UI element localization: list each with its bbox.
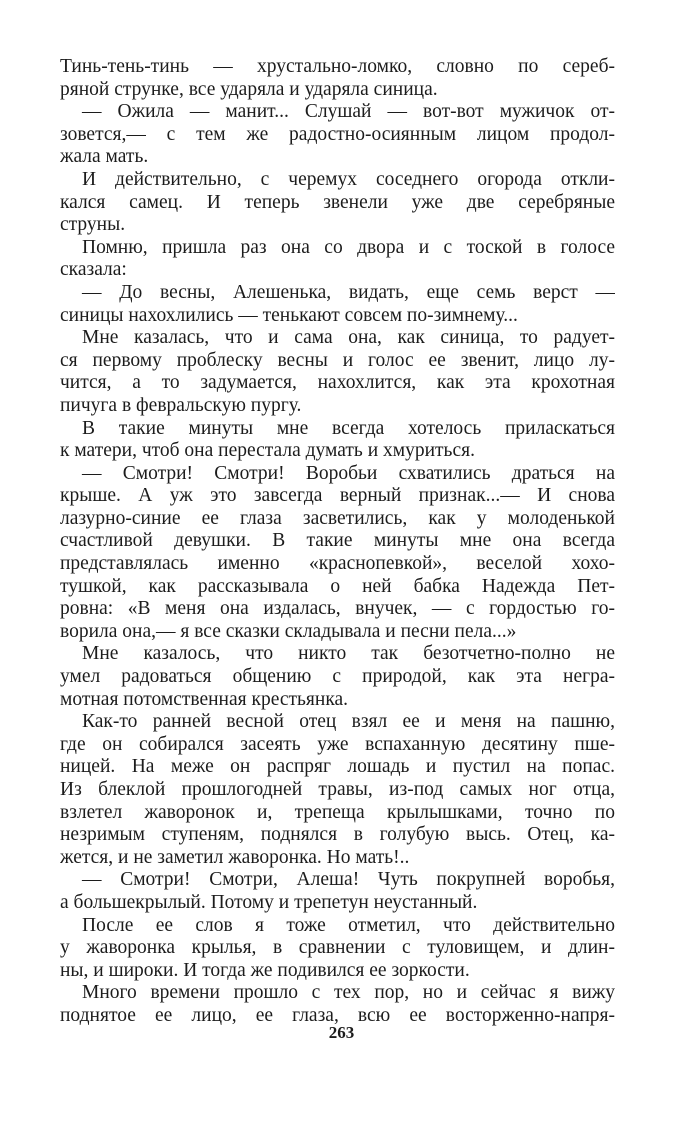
text-line: Как-то ранней весной отец взял ее и меня на пашню, — [82, 711, 615, 733]
text-line: В такие минуты мне всегда хотелось приласкаться — [82, 417, 615, 439]
text-line: — Смотри! Смотри, Алеша! Чуть покрупней воробья, — [82, 869, 615, 891]
text-line: счастливой девушки. В такие минуты мне она всегда — [60, 530, 615, 552]
text-line: — До весны, Алешенька, видать, еще семь верст — — [82, 281, 615, 303]
text-line: кался самец. И теперь звенели уже две серебряные — [60, 191, 615, 213]
text-line: у жаворонка крылья, в сравнении с туловищем, и длин- — [60, 937, 615, 959]
text-line: Из блеклой прошлогодней травы, из-под самых ног отца, — [60, 779, 615, 800]
text-line: а большекрылый. Потому и трепетун неустанный. — [60, 891, 478, 913]
text-line: синицы нахохлились — тенькают совсем по-зимнему... — [60, 304, 518, 326]
text-line: — Ожила — манит... Слушай — вот-вот мужичок от- — [82, 101, 615, 123]
text-line: Тинь-тень-тинь — хрустально-ломко, словно по сереб- — [60, 56, 615, 77]
text-line: Мне казалось, что никто так безотчетно-полно не — [82, 643, 615, 665]
text-line: зовется,— с тем же радостно-осиянным лицом продол- — [60, 123, 615, 145]
page-text-block — [60, 56, 615, 1028]
text-line: И действительно, с черемух соседнего огорода откли- — [82, 168, 615, 190]
text-line: струны. — [60, 214, 126, 236]
text-line: Помню, пришла раз она со двора и с тоской в голосе — [82, 236, 615, 258]
text-line: тушкой, как рассказывала о ней бабка Надежда Пет- — [60, 575, 615, 597]
text-line: Мне казалась, что и сама она, как синица, то радует- — [82, 327, 615, 349]
text-line: мотная потомственная крестьянка. — [60, 688, 349, 710]
text-line: ны, и широки. И тогда же подивился ее зоркости. — [60, 959, 470, 981]
text-line: пичуга в февральскую пургу. — [60, 394, 302, 416]
text-line: ровна: «В меня она издалась, внучек, — с гордостью го- — [60, 598, 615, 620]
text-line: поднятое ее лицо, ее глаза, всю ее восторженно-напря- — [60, 1004, 615, 1026]
text-line: представлялась именно «краснопевкой», веселой хохо- — [60, 553, 615, 575]
text-line: сказала: — [60, 259, 127, 281]
text-line: ворила она,— я все сказки складывала и песни пела...» — [60, 620, 517, 642]
text-line: После ее слов я тоже отметил, что действительно — [82, 914, 615, 936]
text-line: Много времени прошло с тех пор, но и сейчас я вижу — [82, 982, 615, 1004]
text-line: умел радоваться общению с природой, как эта негра- — [60, 666, 615, 688]
text-line: ряной струнке, все ударяла и ударяла синица. — [60, 78, 438, 100]
text-line: жется, и не заметил жаворонка. Но мать!.. — [60, 846, 410, 868]
text-line: к матери, чтоб она перестала думать и хмуриться. — [60, 440, 475, 462]
text-line: ся первому проблеску весны и голос ее звенит, лицо лу- — [60, 349, 615, 371]
text-line: взлетел жаворонок и, трепеща крылышками, точно по — [60, 801, 615, 823]
text-line: незримым ступеням, поднялся в голубую высь. Отец, ка- — [60, 824, 615, 846]
text-line: лазурно-синие ее глаза засветились, как у молоденькой — [60, 507, 615, 529]
text-line: где он собирался засеять уже вспаханную десятину пше- — [60, 733, 615, 755]
text-line: чится, а то задумается, нахохлится, как эта крохотная — [60, 372, 615, 394]
text-line: крыше. А уж это завсегда верный признак...— И снова — [60, 485, 615, 507]
text-line: жала мать. — [60, 146, 149, 168]
text-line: — Смотри! Смотри! Воробьи схватились драться на — [82, 462, 615, 484]
text-line: ницей. На меже он распряг лошадь и пустил на попас. — [60, 756, 615, 778]
page-number: 263 — [328, 1023, 355, 1042]
